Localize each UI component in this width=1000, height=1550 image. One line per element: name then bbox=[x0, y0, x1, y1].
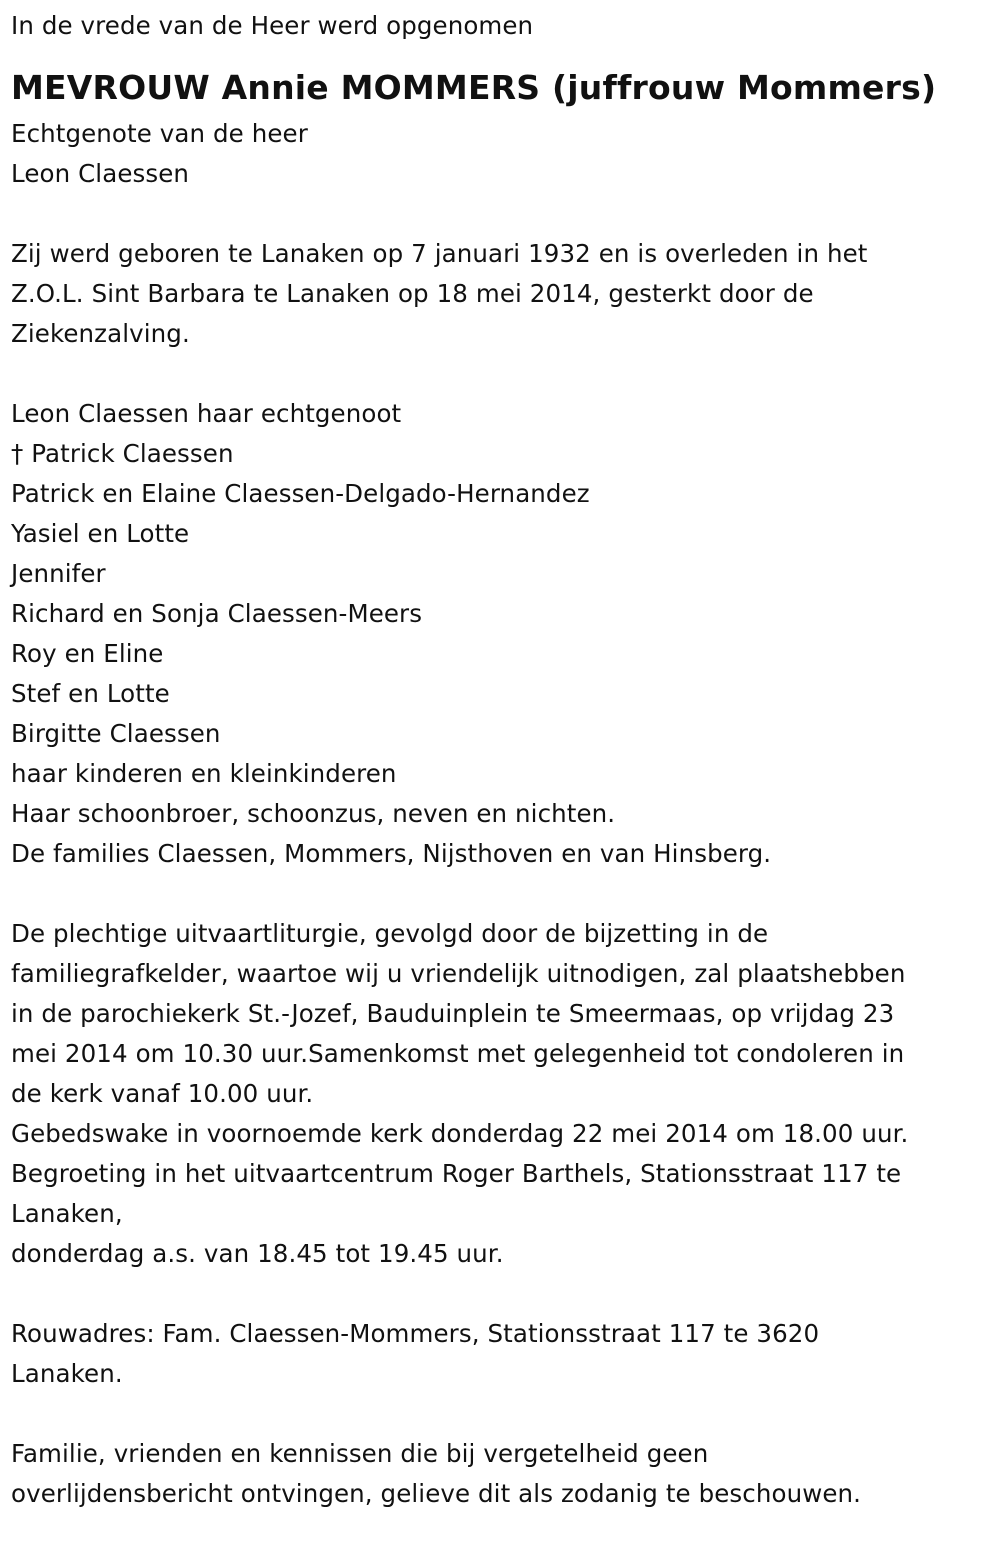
ceremony-line: in de parochiekerk St.-Jozef, Bauduinplein te Smeermaas, op vrijdag 23 bbox=[11, 999, 895, 1028]
mourner-line: Birgitte Claessen bbox=[11, 719, 221, 748]
mourner-line: Richard en Sonja Claessen-Meers bbox=[11, 599, 423, 628]
mourner-line: Stef en Lotte bbox=[11, 679, 170, 708]
ceremony-line: Begroeting in het uitvaartcentrum Roger Barthels, Stationsstraat 117 te bbox=[11, 1159, 902, 1188]
closing-line: overlijdensbericht ontvingen, gelieve dit als zodanig te beschouwen. bbox=[11, 1479, 862, 1508]
deceased-name-heading: MEVROUW Annie MOMMERS (juffrouw Mommers) bbox=[11, 68, 937, 107]
ceremony-line: familiegrafkelder, waartoe wij u vriendelijk uitnodigen, zal plaatshebben bbox=[11, 959, 906, 988]
mourner-line: Jennifer bbox=[11, 559, 106, 588]
mourners-section bbox=[11, 394, 1000, 874]
mourner-line: De families Claessen, Mommers, Nijsthoven en van Hinsberg. bbox=[11, 839, 772, 868]
ceremony-line: Lanaken, bbox=[11, 1199, 123, 1228]
spacer bbox=[11, 354, 1000, 394]
mourner-line: Roy en Eline bbox=[11, 639, 164, 668]
mourner-line: Leon Claessen haar echtgenoot bbox=[11, 399, 402, 428]
spacer bbox=[11, 1274, 1000, 1314]
ceremony-line: De plechtige uitvaartliturgie, gevolgd door de bijzetting in de bbox=[11, 919, 769, 948]
mourner-line: Haar schoonbroer, schoonzus, neven en nichten. bbox=[11, 799, 616, 828]
address-line: Lanaken. bbox=[11, 1359, 123, 1388]
ceremony-section bbox=[11, 914, 1000, 1274]
mourner-line-deceased: † Patrick Claessen bbox=[11, 439, 234, 468]
ceremony-line: mei 2014 om 10.30 uur.Samenkomst met gelegenheid tot condoleren in bbox=[11, 1039, 905, 1068]
spouse-name: Leon Claessen bbox=[11, 159, 190, 188]
spacer bbox=[11, 194, 1000, 234]
mourner-line: haar kinderen en kleinkinderen bbox=[11, 759, 397, 788]
ceremony-line: de kerk vanaf 10.00 uur. bbox=[11, 1079, 314, 1108]
spacer bbox=[11, 1394, 1000, 1434]
closing-section bbox=[11, 1434, 1000, 1514]
ceremony-line: Gebedswake in voornoemde kerk donderdag 22 mei 2014 om 18.00 uur. bbox=[11, 1119, 909, 1148]
closing-line: Familie, vrienden en kennissen die bij vergetelheid geen bbox=[11, 1439, 709, 1468]
mourner-line: Yasiel en Lotte bbox=[11, 519, 190, 548]
address-section bbox=[11, 1314, 1000, 1394]
spouse-section bbox=[11, 114, 1000, 194]
spouse-line: Echtgenote van de heer bbox=[11, 119, 308, 148]
intro-line: In de vrede van de Heer werd opgenomen bbox=[11, 11, 534, 40]
ceremony-line: donderdag a.s. van 18.45 tot 19.45 uur. bbox=[11, 1239, 504, 1268]
biography-line: Zij werd geboren te Lanaken op 7 januari 1932 en is overleden in het bbox=[11, 239, 868, 268]
spacer bbox=[11, 874, 1000, 914]
biography-line: Ziekenzalving. bbox=[11, 319, 190, 348]
mourner-line: Patrick en Elaine Claessen-Delgado-Hernandez bbox=[11, 479, 590, 508]
biography-line: Z.O.L. Sint Barbara te Lanaken op 18 mei 2014, gesterkt door de bbox=[11, 279, 814, 308]
address-line: Rouwadres: Fam. Claessen-Mommers, Stationsstraat 117 te 3620 bbox=[11, 1319, 820, 1348]
biography-section bbox=[11, 234, 1000, 354]
